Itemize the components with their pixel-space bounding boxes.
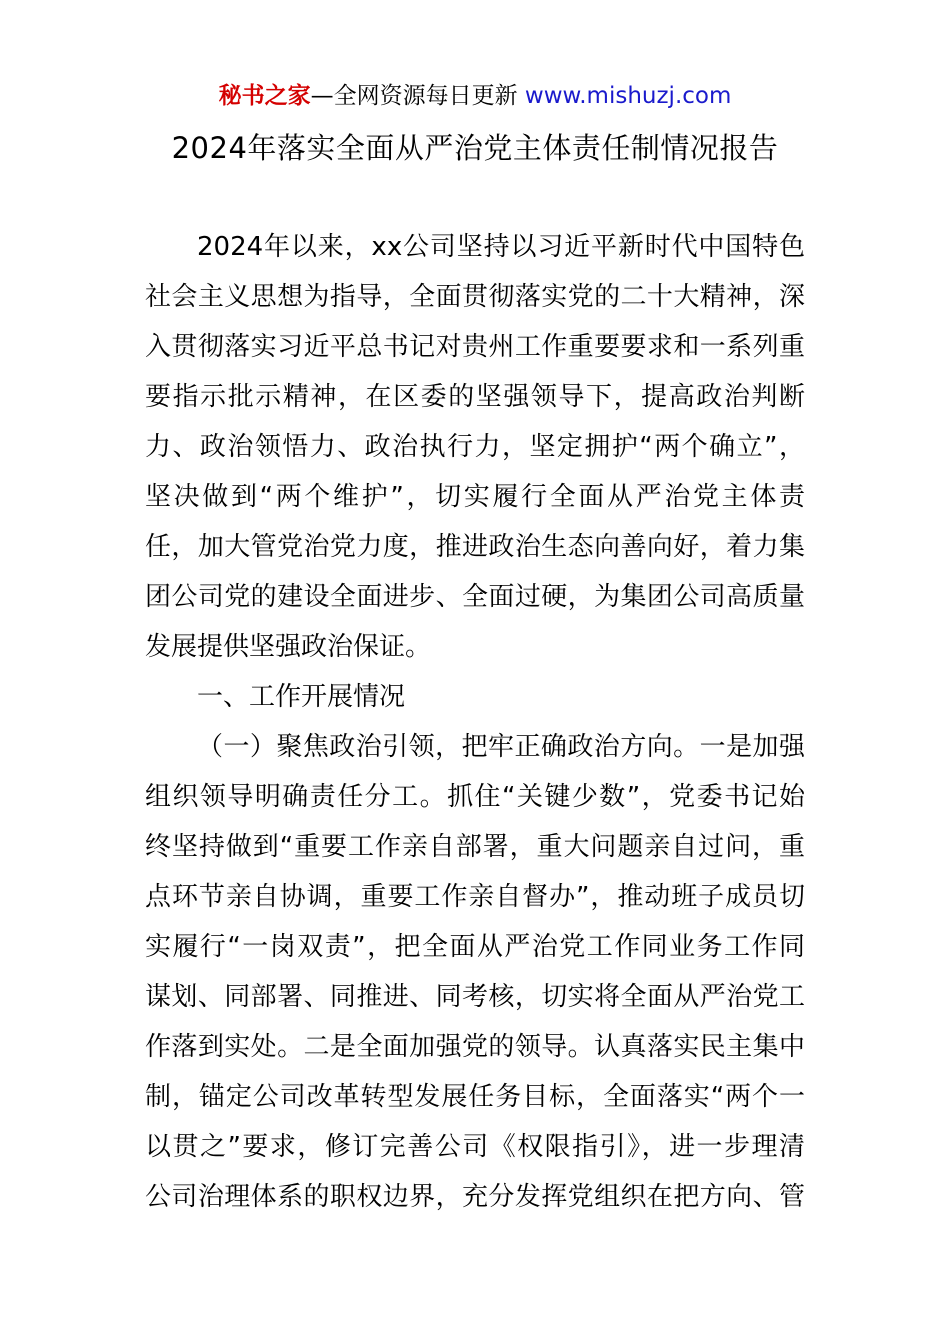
body-line: 公司治理体系的职权边界，充分发挥党组织在把方向、管	[145, 1182, 805, 1212]
site-header	[0, 80, 950, 112]
section-heading: 一、工作开展情况	[197, 682, 406, 712]
body-line: 以贯之”要求，修订完善公司《权限指引》，进一步理清	[145, 1132, 805, 1162]
body-line: 终坚持做到“重要工作亲自部署，重大问题亲自过问，重	[145, 832, 805, 862]
body-line: 组织领导明确责任分工。抓住“关键少数”，党委书记始	[145, 782, 805, 812]
document-title: 2024年落实全面从严治党主体责任制情况报告	[171, 131, 779, 165]
site-url[interactable]: www.mishuzj.com	[524, 83, 732, 109]
body-line: 社会主义思想为指导，全面贯彻落实党的二十大精神，深	[145, 282, 805, 312]
body-line: 制，锚定公司改革转型发展任务目标，全面落实“两个一	[145, 1082, 805, 1112]
body-line: 发展提供坚强政治保证。	[145, 632, 432, 662]
body-line: 坚决做到“两个维护”，切实履行全面从严治党主体责	[145, 482, 805, 512]
body-line: 入贯彻落实习近平总书记对贵州工作重要要求和一系列重	[145, 332, 805, 362]
body-line: 任，加大管党治党力度，推进政治生态向善向好，着力集	[145, 532, 805, 562]
body-line: 谋划、同部署、同推进、同考核，切实将全面从严治党工	[145, 982, 805, 1012]
site-tagline: —全网资源每日更新	[310, 83, 525, 109]
body-line: 实履行“一岗双责”，把全面从严治党工作同业务工作同	[145, 932, 805, 962]
body-line: 2024年以来，xx公司坚持以习近平新时代中国特色	[197, 232, 805, 262]
body-line: 要指示批示精神，在区委的坚强领导下，提高政治判断	[145, 382, 805, 412]
body-line: 力、政治领悟力、政治执行力，坚定拥护“两个确立”，	[145, 432, 805, 462]
body-line: 团公司党的建设全面进步、全面过硬，为集团公司高质量	[145, 582, 805, 612]
body-line: 点环节亲自协调，重要工作亲自督办”，推动班子成员切	[145, 882, 805, 912]
body-line: 作落到实处。二是全面加强党的领导。认真落实民主集中	[145, 1032, 805, 1062]
site-brand: 秘书之家	[218, 83, 311, 109]
body-line: （一）聚焦政治引领，把牢正确政治方向。一是加强	[197, 732, 805, 762]
